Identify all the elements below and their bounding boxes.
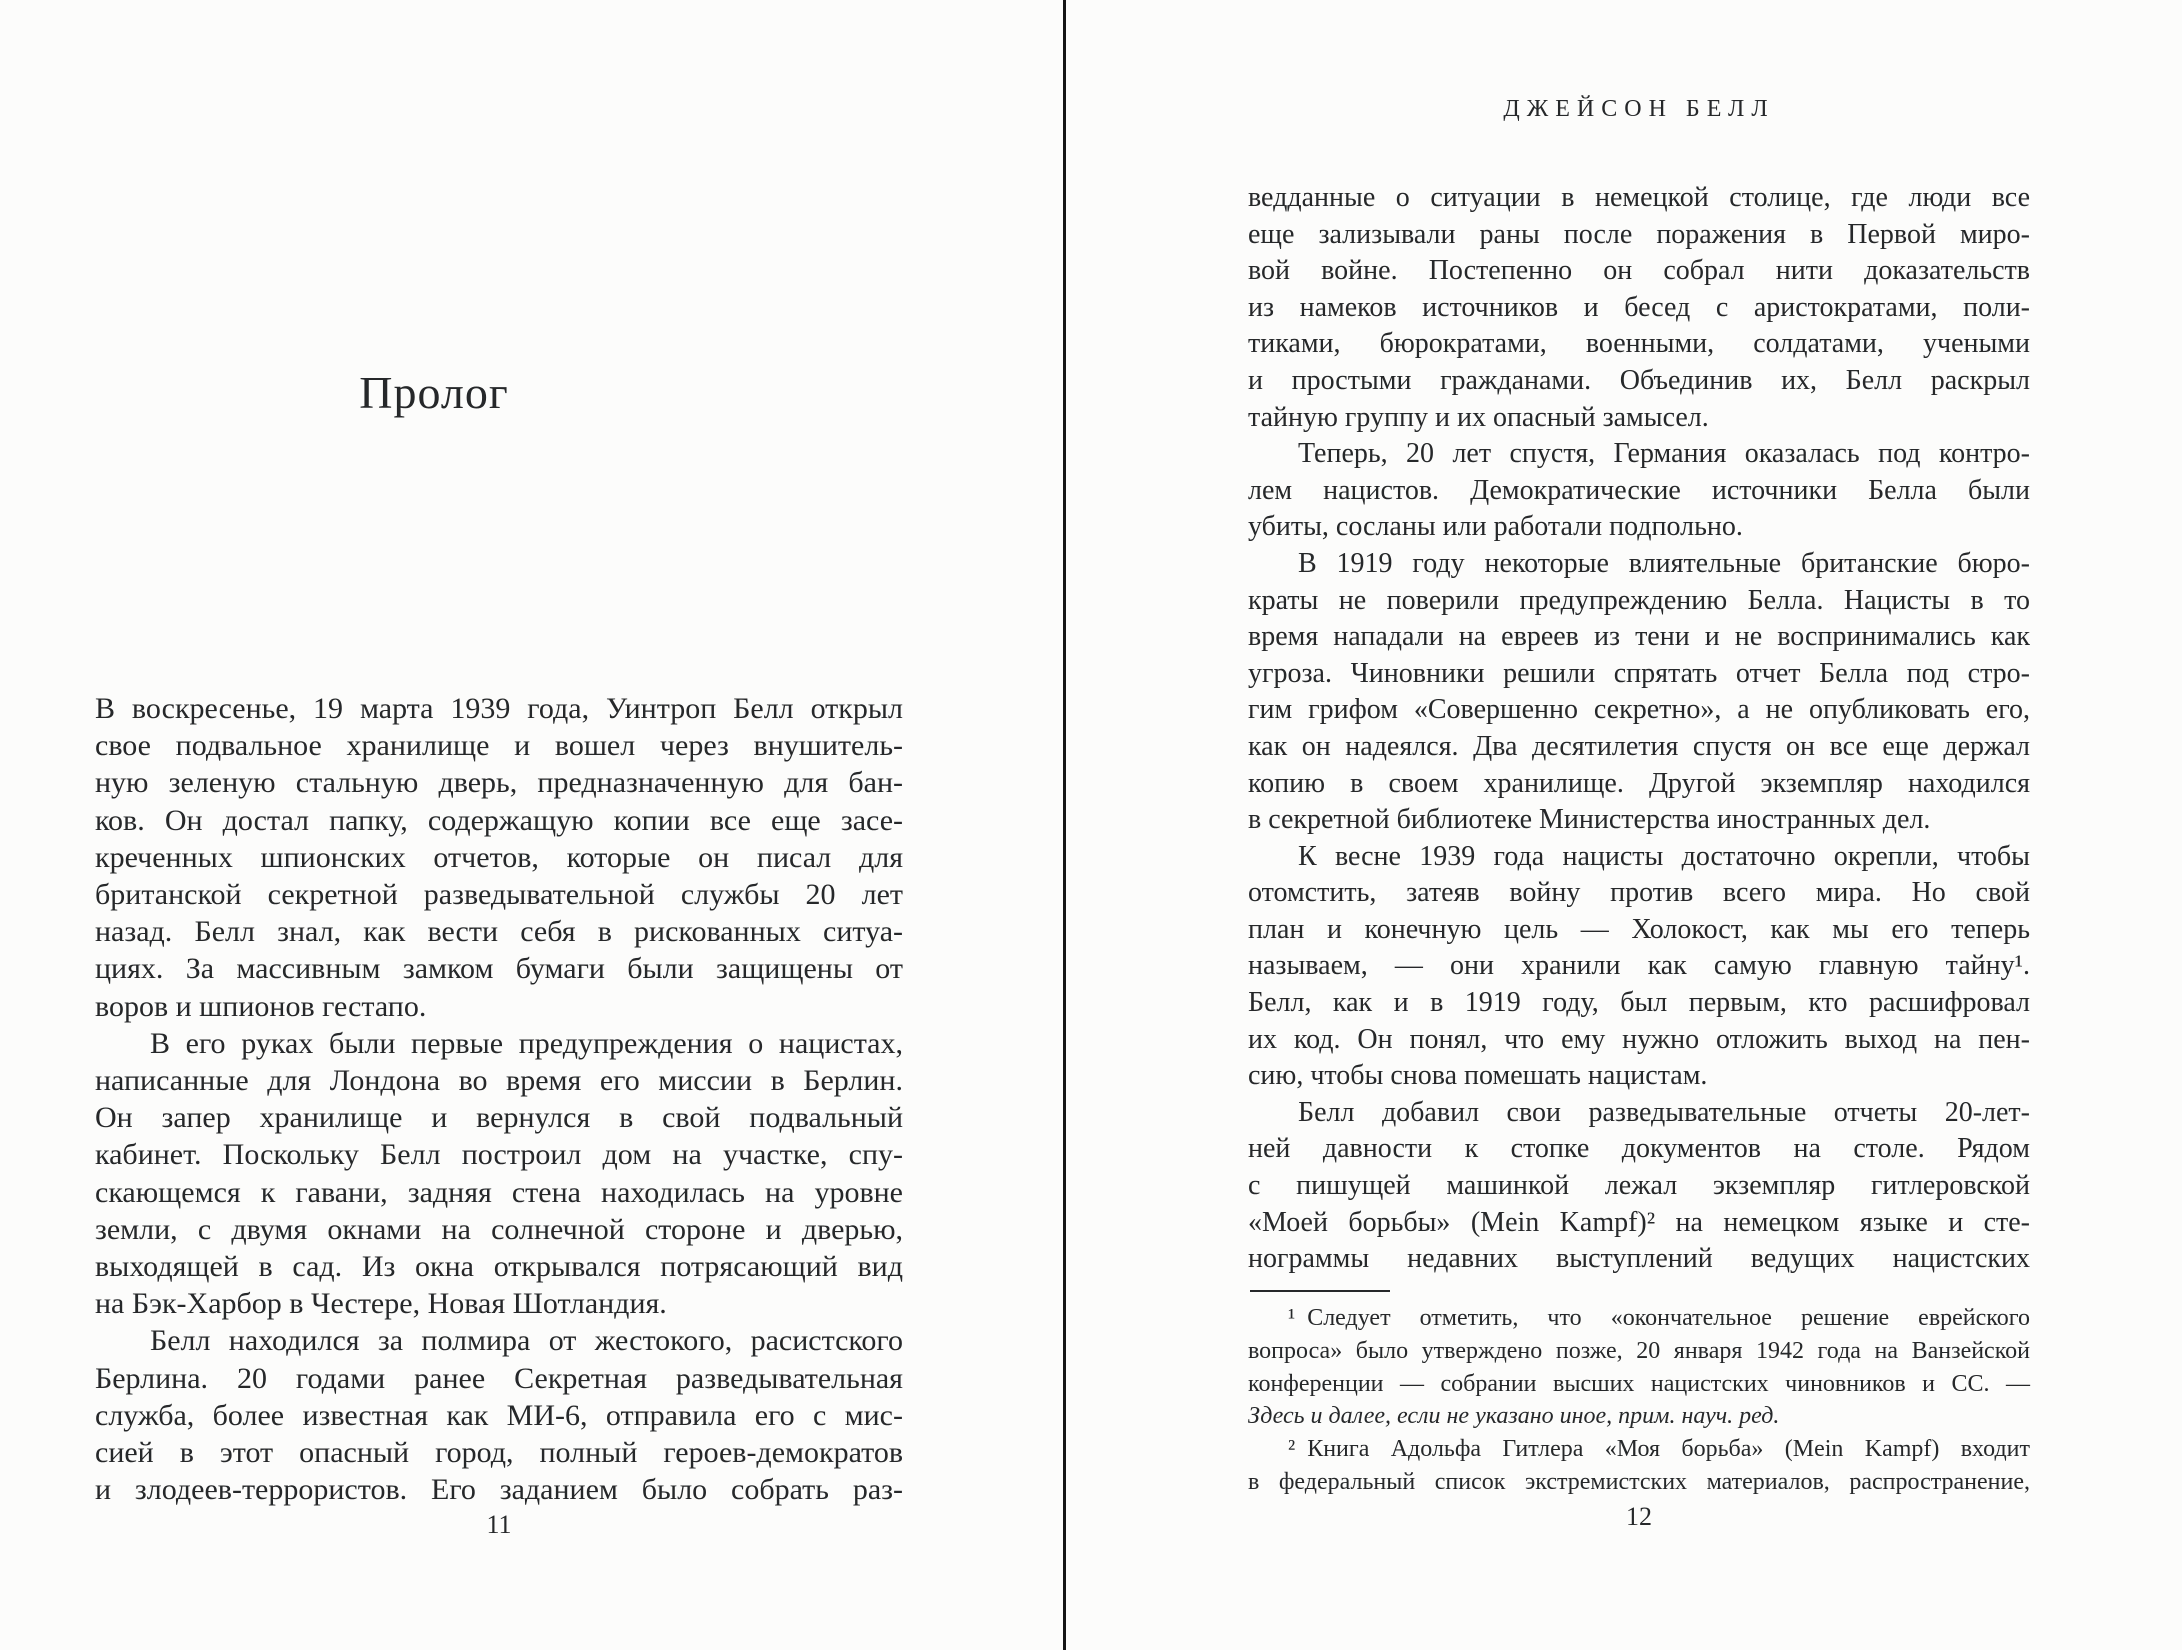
right-page-text — [1248, 180, 2030, 1278]
text-line: тайную группу и их опасный замысел. — [1248, 401, 1709, 433]
text-line: земли, с двумя окнами на солнечной стороне и дверью, — [95, 1212, 903, 1246]
text-line: конференции — собрании высших нацистских чиновников и СС. — — [1248, 1370, 2030, 1397]
text-line: план и конечную цель — Холокост, как мы его теперь — [1248, 913, 2030, 945]
text-line: называем, — они хранили как самую главную тайну¹. — [1248, 950, 2030, 982]
text-line: назад. Белл знал, как вести себя в рискованных ситуа- — [95, 915, 903, 949]
text-line: Берлина. 20 годами ранее Секретная разведывательная — [95, 1361, 903, 1395]
text-line: отомстить, затеяв войну против всего мира. Но свой — [1248, 877, 2030, 909]
text-line: нограммы недавних выступлений ведущих нацистских — [1248, 1243, 2030, 1275]
page-divider — [1063, 0, 1066, 1650]
text-line: свое подвальное хранилище и вошел через внушитель- — [95, 729, 903, 763]
text-line: скающемся к гавани, задняя стена находилась на уровне — [95, 1175, 903, 1209]
text-line: ков. Он достал папку, содержащую копии все еще засе- — [95, 803, 903, 837]
left-page-text — [95, 690, 903, 1508]
running-header: ДЖЕЙСОН БЕЛЛ — [1503, 96, 1775, 122]
text-line: креченных шпионских отчетов, которые он писал для — [95, 840, 903, 874]
right-page — [1248, 0, 2030, 1650]
text-line: и злодеев-террористов. Его заданием было собрать раз- — [95, 1473, 903, 1507]
left-page-number: 11 — [486, 1510, 512, 1539]
text-line: с пишущей машинкой лежал экземпляр гитлеровской — [1248, 1170, 2030, 1202]
text-line: Белл, как и в 1919 году, был первым, кто расшифровал — [1248, 987, 2030, 1019]
text-line: Он запер хранилище и вернулся в свой подвальный — [95, 1101, 903, 1135]
text-line: лем нацистов. Демократические источники Белла были — [1248, 474, 2030, 506]
text-line: циях. За массивным замком бумаги были защищены от — [95, 952, 903, 986]
text-line: время нападали на евреев из тени и не воспринимались как — [1248, 621, 2030, 653]
text-line: сию, чтобы снова помешать нацистам. — [1248, 1060, 1708, 1092]
text-line: Белл добавил свои разведывательные отчеты 20-лет- — [1298, 1096, 2030, 1128]
text-line: ¹ Следует отметить, что «окончательное решение еврейского — [1288, 1305, 2030, 1331]
text-line: британской секретной разведывательной службы 20 лет — [95, 878, 903, 912]
text-line: ² Книга Адольфа Гитлера «Моя борьба» (Mein Kampf) входит — [1288, 1436, 2030, 1463]
text-line: В 1919 году некоторые влиятельные британские бюро- — [1298, 547, 2030, 579]
right-page-number: 12 — [1626, 1502, 1652, 1531]
text-line: гим грифом «Совершенно секретно», а не опубликовать его, — [1248, 694, 2030, 726]
text-line: В воскресенье, 19 марта 1939 года, Уинтроп Белл открыл — [95, 692, 903, 725]
text-line: Белл находился за полмира от жестокого, расистского — [150, 1324, 903, 1358]
text-line: тиками, бюрократами, военными, солдатами, учеными — [1248, 328, 2030, 360]
text-line: в секретной библиотеке Министерства иностранных дел. — [1248, 804, 1931, 836]
text-line: из намеков источников и бесед с аристократами, поли- — [1248, 291, 2030, 323]
text-line: вопроса» было утверждено позже, 20 января 1942 года на Ванзейской — [1248, 1337, 2030, 1364]
text-line: Теперь, 20 лет спустя, Германия оказалась под контро- — [1298, 438, 2030, 470]
text-line: ведданные о ситуации в немецкой столице, где люди все — [1248, 182, 2030, 213]
footnote-rule — [1250, 1290, 1390, 1292]
text-line: К весне 1939 года нацисты достаточно окрепли, чтобы — [1298, 840, 2030, 872]
footnotes — [1248, 1302, 2030, 1499]
text-line: их код. Он понял, что ему нужно отложить выход на пен- — [1248, 1023, 2030, 1055]
text-line: на Бэк-Харбор в Честере, Новая Шотландия. — [95, 1287, 667, 1321]
text-line: В его руках были первые предупреждения о нацистах, — [150, 1026, 903, 1060]
text-line: сией в этот опасный город, полный героев-демократов — [95, 1436, 903, 1470]
text-line: ную зеленую стальную дверь, предназначенную для бан- — [95, 766, 903, 800]
text-line: в федеральный список экстремистских материалов, распространение, — [1248, 1468, 2030, 1495]
text-line: угроза. Чиновники решили спрятать отчет Белла под стро- — [1248, 657, 2030, 689]
chapter-title: Пролог — [359, 367, 509, 418]
text-line: написанные для Лондона во время его миссии в Берлин. — [95, 1064, 903, 1098]
text-line: копию в своем хранилище. Другой экземпляр находился — [1248, 767, 2030, 799]
left-page — [95, 0, 903, 1650]
text-line: и простыми гражданами. Объединив их, Белл раскрыл — [1248, 364, 2030, 396]
text-line: еще зализывали раны после поражения в Первой миро- — [1248, 218, 2030, 250]
text-line: ней давности к стопке документов на столе. Рядом — [1248, 1133, 2030, 1165]
text-line: выходящей в сад. Из окна открывался потрясающий вид — [95, 1250, 903, 1284]
text-line: Здесь и далее, если не указано иное, прим. науч. ред. — [1248, 1403, 1780, 1430]
text-line: вой войне. Постепенно он собрал нити доказательств — [1248, 255, 2030, 287]
text-line: служба, более известная как МИ-6, отправила его с мис- — [95, 1398, 903, 1432]
text-line: убиты, сосланы или работали подпольно. — [1248, 511, 1743, 543]
text-line: краты не поверили предупреждению Белла. Нацисты в то — [1248, 584, 2030, 616]
text-line: воров и шпионов гестапо. — [95, 989, 427, 1023]
text-line: кабинет. Поскольку Белл построил дом на участке, спу- — [95, 1138, 903, 1172]
text-line: как он надеялся. Два десятилетия спустя он все еще держал — [1248, 730, 2030, 762]
text-line: «Моей борьбы» (Mein Kampf)² на немецком языке и сте- — [1248, 1206, 2030, 1238]
